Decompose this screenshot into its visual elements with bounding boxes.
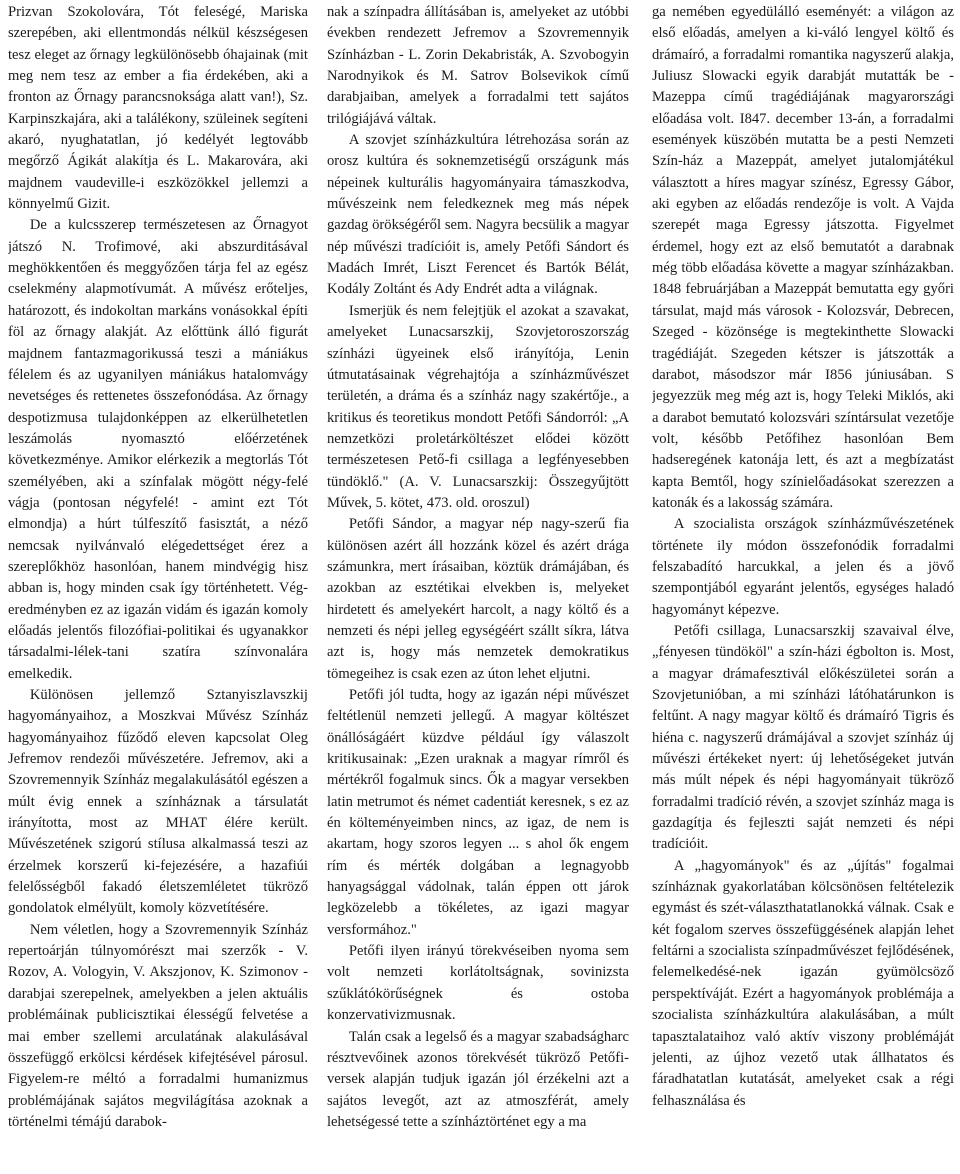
text-column-1: [8, 2, 308, 1172]
paragraph: Petőfi csillaga, Lunacsarszkij szavaival élve, „fényesen tündököl" a szín-házi égbolton is. Most, a magyar drámafesztivál előkészületei során a Szovjetunióban, a mi színházi látóhatárunkon is feltűnt. A nagy magyar költő és drámaíró Tigris és hiéna c. nagyszerű drámájával a szovjet színház új művészi értékeket nyert: új lehetőségeket jutván más múlt népek és népi hagyományait tükröző forradalmi tradíció révén, a szovjet színház maga is gazdagítja és fejleszti saját nemzeti és népi tradícióit.: [652, 622, 954, 853]
paragraph: nak a színpadra állításában is, amelyeket az utóbbi években rendezett Jefremov a Szovremennyik Színházban - L. Zorin Dekabristák, A. Szvobogyin Narodnyikok és M. Satrov Bolsevikok című darabjaiban, amelyek a forradalmi tett sajátos trilógiájává váltak.: [327, 4, 629, 127]
paragraph: Petőfi ilyen irányú törekvéseiben nyoma sem volt nemzeti korlátoltságnak, sovinizsta szűklátókörűségnek és ostoba konzervativizmusnak.: [327, 943, 629, 1024]
paragraph: De a kulcsszerep természetesen az Őrnagyot játszó N. Trofimové, aki abszurditásával meghökkentően és meggyőzően tárja fel az egész cselekmény alapmotívumát. A művész erőteljes, határozott, és indokoltan markáns vonásokkal építi föl az őrnagy alakját. Az előttünk álló figurát majdnem fantazmagorikussá teszi a mániákus félelem és az ugyanilyen mániákus hatalomvágy nevetséges és rettenetes összefonódása. Az őrnagy despotizmusa tulajdonképpen az elkerülhetetlen leszámolás nyomasztó előérzetének következménye. Amikor elérkezik a megtorlás Tót személyében, aki a színfalak mögött négy-felé vágja (pontosan négyfelé! - amint ezt Tót elmondja) a húrt túlfeszítő fasisztát, a néző nemcsak nyilvánvaló elégedettséget érez a szereplőkhöz hasonlóan, hanem mindvégig hisz abban is, hogy minden csak így történhetett. Vég-eredményben ez az igazán vidám és igazán komoly előadás jelentős filozófiai-politikai és ugyanakkor társadalmi-lélek-tani szatíra színvonalára emelkedik.: [8, 217, 308, 682]
paragraph: Petőfi jól tudta, hogy az igazán népi művészet feltétlenül nemzeti jellegű. A magyar költészet önállóságáért küzdve például így válaszolt kritikusainak: „Ezen uraknak a magyar rímről és mértékről fogalmuk sincs. Ők a magyar versekben latin metrumot és német cadentiát keresnek, s ez az én költeményeimben nincs, az igaz, de nem is akartam, hogy szoros legyen ... s ahol ők engem rím és mérték dolgában a legnagyobb hanyagsággal vádolnak, talán éppen ott járok legközelebb a tökéletes, az igazi magyar versformához.": [327, 687, 629, 938]
paragraph: Különösen jellemző Sztanyiszlavszkij hagyományaihoz, a Moszkvai Művész Színház hagyományaihoz fűződő eleven kapcsolat Oleg Jefremov rendezői művészetére. Jefremov, aki a Szovremennyik Színház megalakulásától egészen a múlt évig ennek a színháznak a társulatát irányította, most az MHAT élére került. Művészetének szigorú stílusa alkalmassá teszi az érzelmek korszerű ki-fejezésére, a hazafiúi felelősségből fakadó életszemléletet tükröző gondolatok elmélyült, komoly közvetítésére.: [8, 687, 308, 917]
paragraph: A szovjet színházkultúra létrehozása során az orosz kultúra és soknemzetiségű országunk más népeinek kulturális hagyományaira támaszkodva, művészeink nem feledkeznek meg más népek gazdag örökségéről sem. Nagyra becsülik a magyar nép művészi tradícióit is, amely Petőfi Sándort és Madách Imrét, Liszt Ferencet és Bartók Bélát, Kodály Zoltánt és Ady Endrét adta a világnak.: [327, 132, 629, 298]
paragraph: A szocialista országok színházművészetének története ily módon összefonódik forradalmi felszabadító harcukkal, a jelen és a jövő szempontjából egyaránt jelentős, egységes haladó hagyományt képezve.: [652, 516, 954, 618]
paragraph: Petőfi Sándor, a magyar nép nagy-szerű fia különösen azért áll hozzánk közel és azért drága számunkra, mert írásaiban, köztük drámájában, és azokban az esztétikai elvekben is, melyeket hirdetett és amelyekért harcolt, a nagy költő és a nemzeti és népi jelleg egységéért szállt síkra, látva azt is, hogy más nemzetek demokratikus tömegeihez is csak ezen az úton lehet eljutni.: [327, 516, 629, 682]
paragraph: Nem véletlen, hogy a Szovremennyik Színház repertoárján túlnyomórészt mai szerzők - V. Rozov, A. Vologyin, V. Akszjonov, K. Szimonov - darabjai szerepelnek, amelyekben a jelen aktuális problémáinak publicisztikai élességű felvetése a mai ember szellemi arculatának alakulásával összefüggő erkölcsi kérdések kifejtésével párosul. Figyelem-re méltó a forradalmi humanizmus problémájának sajátos megvilágítása azoknak a történelmi témájú darabok-: [8, 921, 308, 1130]
paragraph: Ismerjük és nem felejtjük el azokat a szavakat, amelyeket Lunacsarszkij, Szovjetoroszország színházi ügyeinek első irányítója, Lenin útmutatásainak végrehajtója a színházművészet területén, a dráma és a színház nagy szakértője., a kritikus és teoretikus mondott Petőfi Sándorról: „A nemzetközi proletárköltészet elődei között természetesen Pető-fi csillaga a legfényesebben tündöklő." (A. V. Lunacsarszkij: Összegyűjtött Művek, 5. kötet, 473. old. oroszul): [327, 302, 629, 511]
text-column-2: [327, 2, 629, 1172]
paragraph: A „hagyományok" és az „újítás" fogalmai színháznak gyakorlatában kölcsönösen feltételezik egymást és szét-választhatatlanokká válnak. Csak e két fogalom szerves összefüggésének alapján lehet feltárni a szocialista színpadművészet fejlődésének, felemelkedésé-nek igazán gyümölcsöző perspektíváját. Ezért a hagyományok problémája a szocialista színházkultúra alakulásában, a múlt tapasztalataihoz való aktív viszony problémáját jelenti, az újhoz vezető utak állhatatos és fáradhatatlan kutatását, amelyeket csak a régi felhasználása és: [652, 857, 954, 1109]
paragraph: Prizvan Szokolovára, Tót feleségé, Mariska szerepében, aki ellentmondás nélkül készségesen tesz eleget az őrnagy legkülönösebb óhajainak (mit meg nem tesz az ember a fia érdekében, aki a fronton az Őrnagy parancsnoksága alatt van!), Sz. Karpinszkajára, aki a találékony, szüleinek segíteni akaró, nyughatatlan, jó kedélyét legtovább megőrző Ágikát alakítja és L. Makarovára, aki majdnem vaudeville-i eszközökkel jellemzi a könnyelmű Gizit.: [8, 4, 308, 213]
paragraph: Talán csak a legelső és a magyar szabadságharc résztvevőinek azonos törekvését tükröző Petőfi-versek alapján tudjuk igazán jól érzékelni azt a sajátos levegőt, azt az atmoszférát, amely lehetségessé tette a színháztörténet egy a ma: [327, 1028, 629, 1130]
text-column-3: [652, 2, 954, 1172]
paragraph: ga nemében egyedülálló eseményét: a világon az első előadás, amelyen a ki-váló lengyel költő és drámaíró, a forradalmi romantika nagyszerű alakja, Juliusz Slowacki egyik darabját mutatták be - Mazeppa című tragédiájának magyarországi előadása volt. I847. december 13-án, a forradalmi események küszöbén mutatta be a pesti Nemzeti Szín-ház a Mazeppát, amelyet jutalomjátékul választott a híres magyar színész, Egressy Gábor, aki egyben az előadás rendezője is volt. A Vajda szerepét maga Egressy játszotta. Figyelmet érdemel, hogy ezt az első bemutatót a darabnak még több előadása követte a magyar színházakban. 1848 februárjában a Mazeppát bemutatta egy győri társulat, majd más városok - Kolozsvár, Debrecen, Szeged - közönsége is megtekinthette Slowacki tragédiáját. Szegeden kétszer is játszották a darabot, másodszor már I856 júniusában. S jegyezzük meg még azt is, hogy Teleki Miklós, aki a darabot bemutató kolozsvári színtársulat vezetője volt, később Petőfihez hasonlóan Bem hadseregének katonája lett, és azt a megbízatást kapta Bemtől, hogy színielőadásokat szerezzen a katonák és a lakosság számára.: [652, 4, 954, 511]
